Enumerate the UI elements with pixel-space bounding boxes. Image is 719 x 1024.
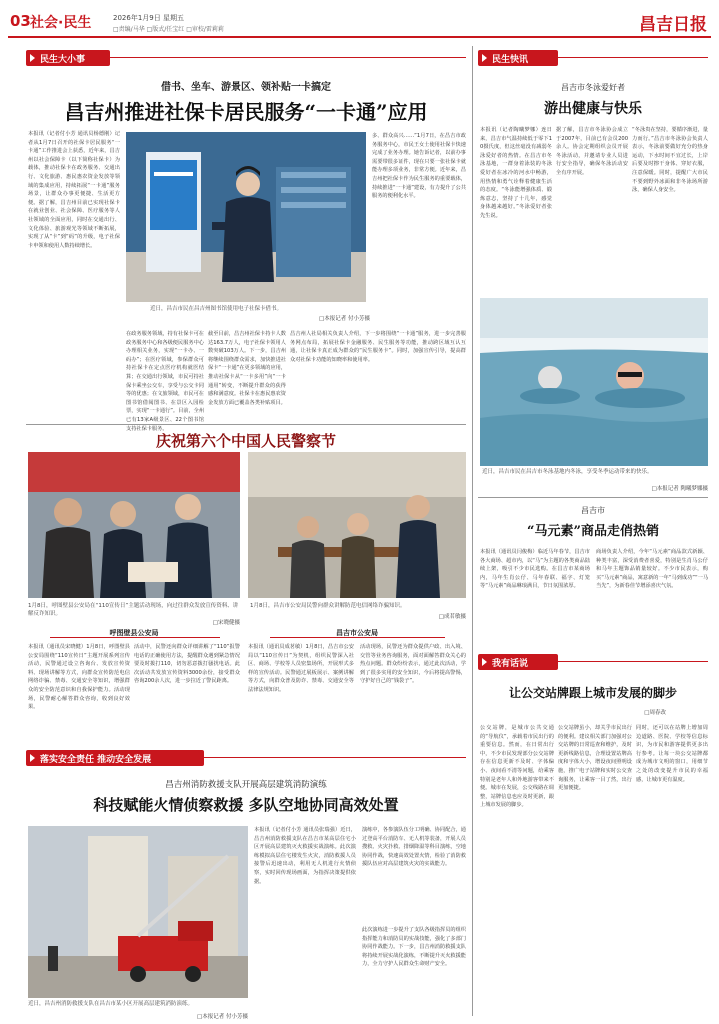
subhead-changji: 昌吉市公安局	[336, 629, 378, 637]
photo-caption: 近日，昌吉州消防救援支队在昌吉市某小区开展高层建筑消防演练。	[28, 1001, 194, 1007]
photo-library-kiosk	[126, 132, 366, 302]
article-column: 本报讯（通讯员成茗敏）1月8日，昌吉市公安局以“110宣传日”为契机，组织民警深入社区、商场、学校等人员密集场所，开展形式多样的宣传活动。民警通过展板展示、案例讲解等方式，向群众普及防诈、禁毒、交通安全等法律法规知识。	[248, 644, 354, 693]
subhead-rule	[270, 637, 445, 638]
section-tag: 民生大小事	[26, 50, 110, 66]
subhead-huyu: 呼图壁县公安局	[109, 629, 159, 637]
article-column: 公交站牌，是城市公共交通的“导航仪”，承载着市民出行的重要信息。然而，在日常出行中，不少市民发现部分公交站牌存在信息更新不及时、字体偏小、夜间看不清等问题，给乘客特别是老年人和外地游客带来不便。城市在发展，公交线路在调整，站牌信息也应及时更新，跟上城市发展的脚步。	[480, 725, 554, 809]
article-column: “冬泳贵在坚持，要循序渐进，量力而行。”昌吉市冬泳协会负责人表示，冬泳前要做好充分的热身运动，下水时间不宜过长，上岸后要及时擦干身体、穿好衣服，注意保暖。同时，提醒广大市民不要到野外冰面和非冬泳场所游泳，确保人身安全。	[632, 127, 708, 194]
article-column: 商场负责人介绍，今年“马元素”商品款式新颖、种类丰富，深受消费者喜爱，特别是生肖马公仔和马年主题饰品销量较好。不少市民表示，购买“马元素”商品，寓意新的一年“马到成功”“一马当先”，为新春佳节增添喜庆气氛。	[596, 549, 709, 590]
section-divider	[26, 424, 466, 425]
tag-rule	[110, 57, 466, 58]
article-kicker: 昌吉州消防救援支队开展高层建筑消防演练	[165, 780, 327, 790]
section-divider	[478, 497, 708, 498]
photo-caption: 近日，昌吉市民在昌吉市冬泳基地内冬泳，享受冬季运动带来的快乐。	[482, 469, 653, 475]
article-column: 同时，还可以在站牌上增加周边道路、医院、学校等信息标识，为市民和游客提供更多出行参考。让每一块公交站牌都成为城市文明的窗口，用细节之处的改变提升市民的幸福感，让城市更有温度。	[636, 725, 708, 783]
article-kicker: 借书、坐车、游景区、领补贴一卡搞定	[161, 82, 331, 93]
article-title: “马元素”商品走俏热销	[527, 524, 659, 539]
article-column: 据了解，昌吉市冬泳协会成立于2007年，目前已有会员200余人。协会定期组织会员开展冬泳活动，并邀请专业人员进行安全指导，确保冬泳活动安全有序开展。	[556, 127, 628, 176]
article-column: 演练中，各参演队伍分工明确、协同配合，通过登高平台消防车、无人机等装备，开展人员搜救、火灾扑救、排烟降温等科目演练，空地协同作战，快速高效处置火情，检验了消防救援队伍应对高层建筑火灾的实战能力。	[362, 827, 466, 868]
article-column: 本报讯（记者付小芳 通讯员杨德刚）记者从1月7日召开的社保卡居民服务“一卡通”工作推进会上获悉，近年来，昌吉州以社会保障卡（以下简称社保卡）为载体，推动社保卡在政务服务、交通出行、文化旅游、惠民惠农资金发放等领域的集成应用，持续拓展“一卡通”服务场景，让群众办事更便捷、生活更方便。据了解，昌吉州目前已实现社保卡在就业创业、社会保障、医疗服务等人社领域的全面应用，同时在交通出行、文化体验、旅游观光等领域不断拓展，实现了从“卡”到“码”的升级，电子社保卡申领和使用人数持续增长。	[28, 131, 120, 249]
photo-credit: □本报记者 陶曦梦娜摄	[651, 486, 708, 492]
article-kicker: 昌吉市	[581, 506, 605, 515]
photo-credit: □本报记者 付小芳摄	[319, 316, 370, 322]
photo-police-changji	[248, 452, 466, 598]
article-title: 科技赋能火情侦察救援 多队空地协同高效处置	[93, 796, 399, 814]
article-column: 多、群众高兴……”1月7日，在昌吉市政务服务中心，市民王女士使用社保卡快速完成了业务办理。她告诉记者，以前办事需要带很多证件，现在只要一张社保卡就能办理多项业务，非常方便。近年来，昌吉州把社保卡作为民生服务的重要载体，持续推进“一卡通”建设，有力提升了公共服务的便利化水平。	[372, 133, 466, 200]
tag-rule	[558, 57, 708, 58]
article-column: 本报讯（通讯员闫俊梅）临近马年春节，昌吉市各大商场、超市内，以“马”为主题的各类商品陆续上架，吸引不少市民选购。在昌吉市某商场内，马年生肖公仔、马年春联、福字、灯笼等“马元素”商品琳琅满目，节日氛围浓厚。	[480, 549, 590, 590]
article-kicker: 昌吉市冬泳爱好者	[561, 83, 625, 92]
column-separator	[472, 46, 473, 1016]
issue-date: 2026年1月9日 星期五	[113, 14, 184, 22]
photo-credit: □宋晓健摄	[212, 620, 240, 626]
section-tag: 落实安全责任 推动安全发展	[26, 750, 204, 766]
article-column: 昌吉州人社局相关负责人介绍，下一步将围绕“一卡通”服务，进一步完善服务网点布局，拓展社保卡金融服务、民生服务等功能，推动跨区域互认互通，让社保卡真正成为群众的“民生服务卡”。同时，加强宣传引导，提高群众对社保卡功能的知晓率和使用率。	[290, 331, 466, 363]
article-column: 公交站牌虽小，却关乎市民出行的便利。建议相关部门加强对公交站牌的日常巡查和维护，及时更新线路信息，合理设置站牌高度和字体大小，增设夜间照明设施，推广电子站牌和实时公交查询服务，让乘客一目了然，出行更加便捷。	[558, 725, 632, 792]
article-title: 游出健康与快乐	[544, 101, 642, 117]
header-rule	[8, 36, 711, 38]
photo-fire-drill	[28, 826, 248, 998]
article-column: 截至目前，昌吉州社保卡持卡人数达163.7万人，电子社保卡领用人数突破103万人。下一步，昌吉州将继续围绕群众需求，加快推进社保卡“一卡通”在更多领域的应用，推动社保卡从“一卡多用”向“一卡通用”转变，不断提升群众的获得感和满意度。社保卡在惠民惠农资金发放方面已覆盖各类补贴项目。	[208, 331, 287, 406]
tag-rule	[558, 661, 708, 662]
newspaper-logo: 昌吉日报	[639, 15, 707, 35]
photo-caption: 1月8日，呼图壁县公安局在“110宣传日”主题活动现场，向过往群众发放宣传资料、讲解反诈知识。	[28, 603, 239, 617]
section-tag: 我有话说	[478, 654, 558, 670]
editors-line: □责编/马华 □版式/任宝红 □审校/雷莉莉	[113, 26, 224, 33]
article-column: 本报讯（通讯员宋晓健）1月8日，呼图壁县公安局围绕“110宣传日”主题开展系列宣传活动，民警通过设立咨询台、发放宣传资料、现场讲解等方式，向群众宣传防范电信网络诈骗、禁毒、交通安全等知识，增强群众的安全防范意识和自我保护能力。活动现场，民警耐心解答群众咨询，收到良好效果。	[28, 644, 130, 711]
section-title: 社会·民生	[30, 15, 92, 31]
photo-caption: 1月8日，昌吉市公安局民警向群众讲解防范电信网络诈骗知识。	[250, 603, 406, 609]
photo-winter-swim	[480, 298, 708, 466]
police-section-title: 庆祝第六个中国人民警察节	[155, 432, 336, 450]
section-tag: 民生快讯	[478, 50, 558, 66]
article-column: 此次演练进一步提升了支队各级指挥员的组织指挥能力和消防员的实战技能，强化了多部门协同作战能力。下一步，昌吉州消防救援支队将持续开展实战化演练，不断提升灭火救援能力，全力守护人民群众生命财产安全。	[362, 927, 466, 968]
article-column: 活动现场，民警还为群众提供户政、出入境、交管等业务咨询服务，面对面解答群众关心的热点问题。群众纷纷表示，通过此次活动，学到了很多实用的安全知识，今后将提高警惕，守护好自己的“钱袋子”。	[360, 644, 466, 685]
tag-rule	[204, 757, 466, 758]
article-column: 本报讯（记者陶曦梦娜）连日来，昌吉市气温持续低于零下10摄氏度，但这丝毫没有减弱冬泳爱好者的热情。在昌吉市冬泳基地，一群身着泳装的冬泳爱好者在冰冷的河水中畅游，用热情和勇气诠释着健康生活的态度。“冬泳能增强体质、锻炼意志，坚持了十几年，感觉身体越来越好。”冬泳爱好者张先生说。	[480, 127, 552, 219]
photo-caption: 近日，昌吉市民在昌吉州图书馆使用电子社保卡借书。	[150, 306, 283, 312]
article-title: 昌吉州推进社保卡居民服务“一卡通”应用	[64, 100, 428, 124]
photo-credit: □成茗敏摄	[438, 614, 466, 620]
article-column: 本报讯（记者付小芳 通讯员张瑞强）近日，昌吉州消防救援支队在昌吉市某高层住宅小区开展高层建筑灭火救援实战演练。此次演练模拟高层住宅楼发生火灾，消防救援人员接警后迅速出动，利用无人机进行火情侦察，实时回传现场画面，为指挥决策提供依据。	[254, 827, 356, 885]
photo-credit: □本报记者 付小芳摄	[197, 1014, 248, 1020]
author-byline: □周春改	[644, 710, 666, 716]
article-title: 让公交站牌跟上城市发展的脚步	[508, 686, 677, 700]
article-column: 活动中，民警还向群众详细讲解了“110”报警电话的正确使用方法，提醒群众遇到紧急情况要及时拨打110，切勿恶意拨打骚扰电话。此次活动共发放宣传资料3000余份，接受群众咨询200余人次，进一步拉近了警民距离。	[134, 644, 240, 685]
subhead-rule	[50, 637, 220, 638]
article-column: 在政务服务领域，持有社保卡可在政务服务中心和各级便民服务中心办理相关业务，实现“一卡办、一码办”；在医疗领域，参保群众可持社保卡在定点医疗机构就医结算；在交通出行领域，市民可持社保卡乘坐公交车，享受与公交卡同等的优惠；在文旅领域，市民可在图书馆借阅图书、在景区入园检票，实现“一卡通行”。目前，全州已有13家A级景区、22个图书馆支持社保卡服务。	[126, 331, 205, 432]
page-number: 03	[10, 12, 31, 30]
photo-police-huyu	[28, 452, 240, 598]
